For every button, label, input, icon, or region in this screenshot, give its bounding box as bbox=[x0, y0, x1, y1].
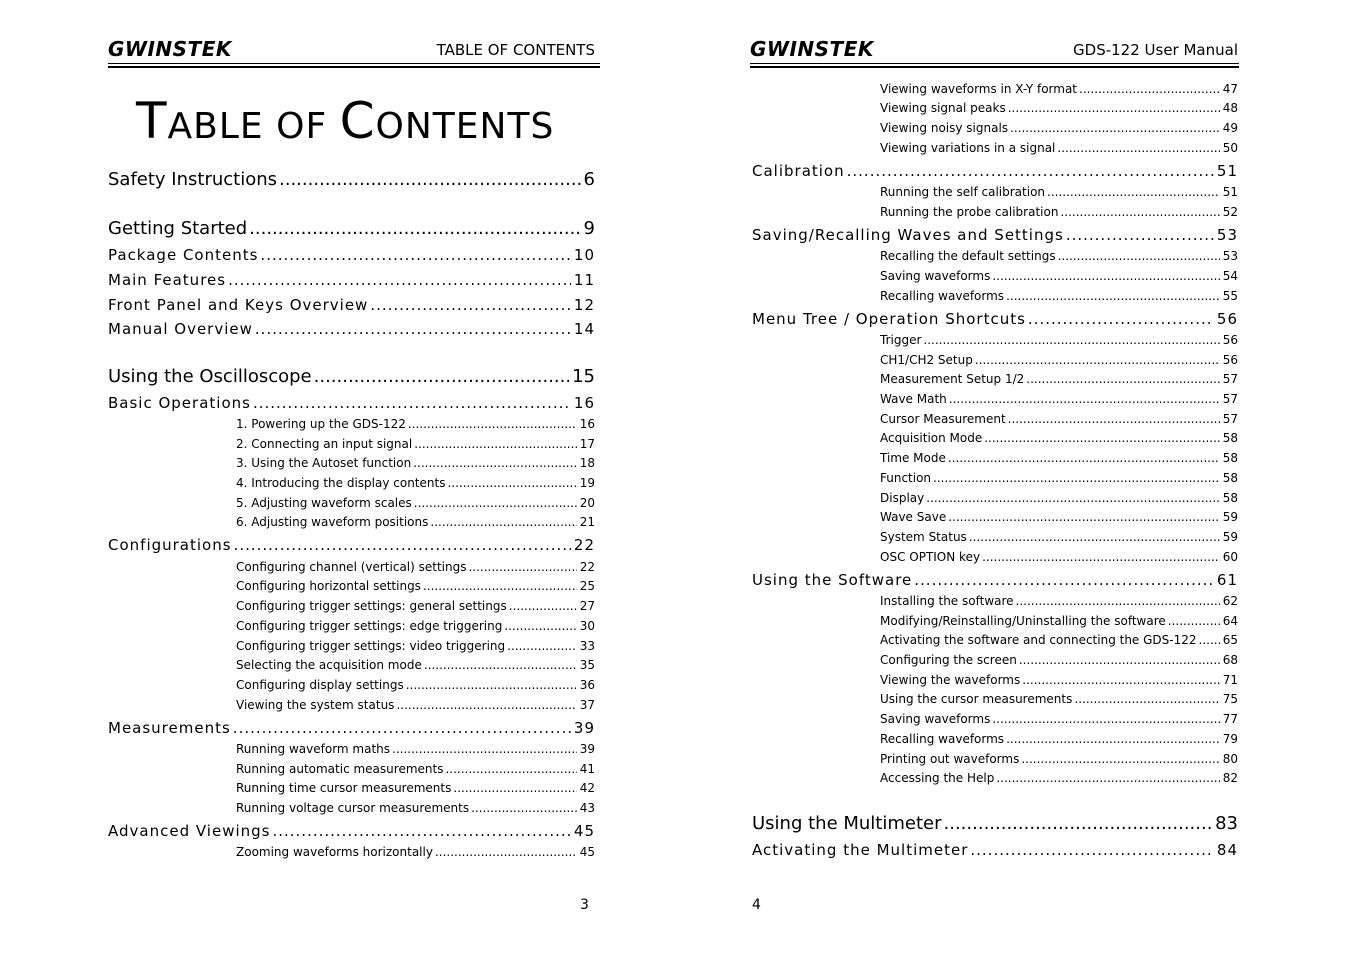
toc-entry bbox=[880, 141, 1238, 155]
toc-entry-title: Cursor Measurement bbox=[880, 412, 1006, 426]
toc-entry-title: Running automatic measurements bbox=[236, 762, 444, 776]
toc-entry-title: Viewing the system status bbox=[236, 698, 395, 712]
toc-entry-page: 49 bbox=[1222, 121, 1238, 135]
toc-leader-dots bbox=[509, 599, 577, 613]
toc-leader-dots bbox=[949, 392, 1220, 406]
toc-leader-dots bbox=[992, 269, 1219, 283]
toc-leader-dots bbox=[255, 320, 571, 338]
toc-entry bbox=[880, 530, 1238, 544]
toc-entry bbox=[880, 471, 1238, 485]
toc-entry-title: Viewing waveforms in X-Y format bbox=[880, 82, 1078, 96]
toc-entry-title: Viewing variations in a signal bbox=[880, 141, 1056, 155]
toc-entry bbox=[880, 372, 1238, 386]
toc-leader-dots bbox=[396, 698, 576, 712]
toc-leader-dots bbox=[1008, 101, 1220, 115]
toc-entry-title: 1. Powering up the GDS-122 bbox=[236, 417, 406, 431]
toc-entry-page: 21 bbox=[579, 515, 595, 529]
toc-entry-title: Using the Software bbox=[752, 571, 913, 589]
toc-entry-page: 58 bbox=[1222, 471, 1238, 485]
toc-entry bbox=[880, 249, 1238, 263]
toc-entry-page: 25 bbox=[579, 579, 595, 593]
toc-entry-title: Saving waveforms bbox=[880, 712, 991, 726]
toc-leader-dots bbox=[435, 845, 577, 859]
toc-leader-dots bbox=[1066, 226, 1214, 244]
toc-leader-dots bbox=[926, 491, 1219, 505]
toc-entry-page: 60 bbox=[1222, 550, 1238, 564]
toc-entry bbox=[236, 742, 595, 756]
toc-leader-dots bbox=[314, 366, 569, 387]
toc-entry-page: 9 bbox=[583, 218, 595, 239]
toc-leader-dots bbox=[430, 515, 576, 529]
toc-entry bbox=[880, 431, 1238, 445]
toc-entry-page: 54 bbox=[1222, 269, 1238, 283]
toc-entry-page: 47 bbox=[1222, 82, 1238, 96]
toc-entry-page: 80 bbox=[1222, 752, 1238, 766]
toc-leader-dots bbox=[370, 296, 571, 314]
toc-entry bbox=[236, 560, 595, 574]
running-header: TABLE OF CONTENTS bbox=[436, 41, 595, 59]
toc-entry-title: Viewing the waveforms bbox=[880, 673, 1021, 687]
toc-leader-dots bbox=[933, 471, 1220, 485]
toc-leader-dots bbox=[1199, 633, 1220, 647]
toc-entry bbox=[108, 169, 595, 190]
toc-entry bbox=[108, 296, 595, 314]
toc-entry-page: 61 bbox=[1216, 571, 1238, 589]
toc-leader-dots bbox=[970, 841, 1214, 859]
toc-leader-dots bbox=[233, 719, 571, 737]
toc-entry bbox=[880, 412, 1238, 426]
toc-leader-dots bbox=[948, 510, 1220, 524]
gwinstek-logo: GWINSTEK bbox=[750, 37, 874, 61]
toc-entry-page: 56 bbox=[1222, 353, 1238, 367]
toc-entry-title: 5. Adjusting waveform scales bbox=[236, 496, 412, 510]
toc-list-left bbox=[0, 0, 675, 900]
toc-leader-dots bbox=[969, 530, 1220, 544]
toc-entry-page: 39 bbox=[573, 719, 595, 737]
toc-entry bbox=[880, 289, 1238, 303]
toc-entry bbox=[236, 476, 595, 490]
toc-entry-title: Safety Instructions bbox=[108, 169, 278, 190]
toc-leader-dots bbox=[1047, 185, 1220, 199]
toc-entry bbox=[880, 333, 1238, 347]
toc-entry-title: Configurations bbox=[108, 536, 232, 554]
toc-leader-dots bbox=[1028, 310, 1214, 328]
toc-entry-page: 30 bbox=[579, 619, 595, 633]
toc-entry bbox=[752, 571, 1238, 589]
toc-leader-dots bbox=[982, 550, 1220, 564]
right-page bbox=[675, 0, 1350, 954]
toc-entry-title: Calibration bbox=[752, 162, 845, 180]
toc-leader-dots bbox=[1006, 732, 1220, 746]
toc-entry-page: 71 bbox=[1222, 673, 1238, 687]
toc-leader-dots bbox=[1022, 673, 1219, 687]
toc-entry bbox=[236, 678, 595, 692]
toc-entry-page: 64 bbox=[1222, 614, 1238, 628]
running-header: GDS-122 User Manual bbox=[1073, 41, 1238, 59]
toc-entry-title: Configuring trigger settings: general settings bbox=[236, 599, 507, 613]
toc-entry-title: Getting Started bbox=[108, 218, 248, 239]
toc-entry bbox=[236, 801, 595, 815]
toc-leader-dots bbox=[408, 417, 577, 431]
toc-entry-page: 36 bbox=[579, 678, 595, 692]
toc-leader-dots bbox=[1168, 614, 1220, 628]
toc-entry-title: Manual Overview bbox=[108, 320, 253, 338]
toc-leader-dots bbox=[406, 678, 577, 692]
toc-entry-page: 55 bbox=[1222, 289, 1238, 303]
toc-entry bbox=[108, 536, 595, 554]
toc-leader-dots bbox=[1006, 289, 1220, 303]
gwinstek-logo: GWINSTEK bbox=[108, 37, 232, 61]
toc-leader-dots bbox=[992, 712, 1219, 726]
toc-entry bbox=[108, 271, 595, 289]
toc-leader-dots bbox=[507, 639, 577, 653]
toc-leader-dots bbox=[228, 271, 571, 289]
toc-entry-page: 14 bbox=[573, 320, 595, 338]
toc-entry-page: 37 bbox=[579, 698, 595, 712]
toc-leader-dots bbox=[847, 162, 1214, 180]
toc-entry bbox=[752, 162, 1238, 180]
toc-entry bbox=[880, 692, 1238, 706]
toc-entry-page: 17 bbox=[579, 437, 595, 451]
toc-entry-title: Running waveform maths bbox=[236, 742, 391, 756]
toc-entry-page: 59 bbox=[1222, 510, 1238, 524]
toc-entry-title: Recalling the default settings bbox=[880, 249, 1056, 263]
toc-leader-dots bbox=[1016, 594, 1220, 608]
toc-entry bbox=[236, 845, 595, 859]
toc-entry-title: 2. Connecting an input signal bbox=[236, 437, 413, 451]
toc-entry-page: 11 bbox=[573, 271, 595, 289]
toc-entry-page: 51 bbox=[1222, 185, 1238, 199]
toc-entry bbox=[880, 185, 1238, 199]
toc-leader-dots bbox=[1010, 121, 1220, 135]
toc-leader-dots bbox=[1058, 249, 1220, 263]
toc-entry-title: Recalling waveforms bbox=[880, 732, 1005, 746]
toc-entry-page: 53 bbox=[1216, 226, 1238, 244]
toc-entry-title: Activating the software and connecting the GDS-122 bbox=[880, 633, 1197, 647]
toc-entry bbox=[880, 491, 1238, 505]
toc-entry bbox=[236, 639, 595, 653]
toc-leader-dots bbox=[923, 333, 1219, 347]
toc-entry-page: 84 bbox=[1216, 841, 1238, 859]
toc-entry-title: Accessing the Help bbox=[880, 771, 995, 785]
toc-entry-page: 50 bbox=[1222, 141, 1238, 155]
toc-leader-dots bbox=[996, 771, 1219, 785]
toc-entry-page: 16 bbox=[573, 394, 595, 412]
toc-entry-title: Configuring display settings bbox=[236, 678, 404, 692]
page-number: 4 bbox=[752, 897, 761, 913]
toc-leader-dots bbox=[1074, 692, 1219, 706]
toc-entry bbox=[236, 496, 595, 510]
toc-entry bbox=[108, 366, 595, 387]
toc-entry bbox=[108, 218, 595, 239]
toc-entry-title: Basic Operations bbox=[108, 394, 251, 412]
toc-leader-dots bbox=[468, 560, 576, 574]
toc-entry-title: Selecting the acquisition mode bbox=[236, 658, 422, 672]
toc-entry bbox=[880, 752, 1238, 766]
toc-entry-page: 16 bbox=[579, 417, 595, 431]
toc-entry-page: 59 bbox=[1222, 530, 1238, 544]
toc-entry-title: Running voltage cursor measurements bbox=[236, 801, 470, 815]
toc-entry-page: 22 bbox=[573, 536, 595, 554]
toc-entry-page: 52 bbox=[1222, 205, 1238, 219]
toc-entry bbox=[108, 320, 595, 338]
toc-leader-dots bbox=[471, 801, 577, 815]
toc-entry-page: 19 bbox=[579, 476, 595, 490]
toc-entry-page: 27 bbox=[579, 599, 595, 613]
toc-entry-title: Configuring trigger settings: video triggering bbox=[236, 639, 506, 653]
toc-leader-dots bbox=[1008, 412, 1220, 426]
toc-entry-title: Modifying/Reinstalling/Uninstalling the software bbox=[880, 614, 1166, 628]
toc-leader-dots bbox=[392, 742, 577, 756]
toc-leader-dots bbox=[504, 619, 576, 633]
toc-leader-dots bbox=[249, 218, 580, 239]
toc-entry bbox=[752, 310, 1238, 328]
toc-entry bbox=[236, 619, 595, 633]
toc-entry bbox=[880, 510, 1238, 524]
toc-entry bbox=[108, 394, 595, 412]
toc-entry bbox=[236, 456, 595, 470]
toc-entry-page: 83 bbox=[1215, 813, 1238, 834]
toc-entry-page: 6 bbox=[583, 169, 595, 190]
page-title: TABLE OF CONTENTS bbox=[136, 92, 555, 150]
toc-entry-title: Front Panel and Keys Overview bbox=[108, 296, 369, 314]
toc-entry bbox=[108, 246, 595, 264]
toc-entry-page: 20 bbox=[579, 496, 595, 510]
toc-entry bbox=[880, 82, 1238, 96]
toc-entry-title: Package Contents bbox=[108, 246, 259, 264]
toc-entry-title: Main Features bbox=[108, 271, 227, 289]
toc-entry-title: Using the cursor measurements bbox=[880, 692, 1073, 706]
toc-entry-page: 51 bbox=[1216, 162, 1238, 180]
toc-entry bbox=[880, 771, 1238, 785]
toc-entry bbox=[880, 353, 1238, 367]
toc-entry-page: 56 bbox=[1216, 310, 1238, 328]
toc-entry-title: CH1/CH2 Setup bbox=[880, 353, 973, 367]
toc-leader-dots bbox=[423, 579, 577, 593]
toc-leader-dots bbox=[272, 822, 570, 840]
toc-entry-page: 57 bbox=[1222, 372, 1238, 386]
toc-entry-page: 15 bbox=[572, 366, 595, 387]
toc-entry-title: Configuring the screen bbox=[880, 653, 1017, 667]
toc-entry-page: 42 bbox=[579, 781, 595, 795]
toc-leader-dots bbox=[1057, 141, 1219, 155]
toc-entry-title: Viewing signal peaks bbox=[880, 101, 1006, 115]
toc-entry-page: 12 bbox=[573, 296, 595, 314]
toc-entry-page: 48 bbox=[1222, 101, 1238, 115]
toc-leader-dots bbox=[975, 353, 1220, 367]
toc-leader-dots bbox=[424, 658, 577, 672]
toc-entry-page: 58 bbox=[1222, 491, 1238, 505]
toc-entry-page: 33 bbox=[579, 639, 595, 653]
toc-entry bbox=[880, 732, 1238, 746]
toc-leader-dots bbox=[948, 451, 1220, 465]
toc-entry-page: 45 bbox=[579, 845, 595, 859]
toc-entry-page: 65 bbox=[1222, 633, 1238, 647]
toc-entry-title: Saving waveforms bbox=[880, 269, 991, 283]
toc-entry-page: 82 bbox=[1222, 771, 1238, 785]
toc-entry-title: 6. Adjusting waveform positions bbox=[236, 515, 429, 529]
toc-entry bbox=[236, 417, 595, 431]
toc-entry bbox=[880, 121, 1238, 135]
toc-entry-title: Wave Math bbox=[880, 392, 947, 406]
toc-entry bbox=[880, 451, 1238, 465]
toc-entry bbox=[752, 813, 1238, 834]
toc-leader-dots bbox=[234, 536, 571, 554]
toc-entry-title: Configuring horizontal settings bbox=[236, 579, 421, 593]
toc-entry bbox=[880, 594, 1238, 608]
toc-entry-page: 75 bbox=[1222, 692, 1238, 706]
toc-leader-dots bbox=[453, 781, 576, 795]
toc-entry bbox=[236, 658, 595, 672]
toc-entry-title: Trigger bbox=[880, 333, 922, 347]
toc-leader-dots bbox=[253, 394, 571, 412]
toc-entry bbox=[236, 599, 595, 613]
toc-leader-dots bbox=[445, 762, 576, 776]
toc-entry bbox=[880, 653, 1238, 667]
toc-entry-title: Acquisition Mode bbox=[880, 431, 983, 445]
toc-entry-page: 58 bbox=[1222, 451, 1238, 465]
toc-entry-title: Printing out waveforms bbox=[880, 752, 1020, 766]
page-number: 3 bbox=[580, 897, 589, 913]
toc-entry-title: Menu Tree / Operation Shortcuts bbox=[752, 310, 1026, 328]
toc-entry bbox=[108, 822, 595, 840]
toc-entry bbox=[880, 101, 1238, 115]
toc-entry-title: 4. Introducing the display contents bbox=[236, 476, 446, 490]
toc-entry-page: 79 bbox=[1222, 732, 1238, 746]
toc-leader-dots bbox=[413, 456, 577, 470]
toc-entry-title: Measurement Setup 1/2 bbox=[880, 372, 1025, 386]
toc-entry-page: 77 bbox=[1222, 712, 1238, 726]
toc-entry-page: 57 bbox=[1222, 392, 1238, 406]
toc-entry-page: 68 bbox=[1222, 653, 1238, 667]
toc-entry-title: Zooming waveforms horizontally bbox=[236, 845, 433, 859]
toc-entry bbox=[236, 437, 595, 451]
toc-entry-page: 57 bbox=[1222, 412, 1238, 426]
toc-entry bbox=[236, 579, 595, 593]
toc-leader-dots bbox=[944, 813, 1213, 834]
toc-entry bbox=[236, 762, 595, 776]
toc-entry-title: Viewing noisy signals bbox=[880, 121, 1009, 135]
toc-entry-title: System Status bbox=[880, 530, 967, 544]
toc-leader-dots bbox=[414, 496, 577, 510]
toc-entry bbox=[752, 226, 1238, 244]
toc-leader-dots bbox=[1019, 653, 1220, 667]
toc-entry bbox=[880, 205, 1238, 219]
toc-entry-page: 35 bbox=[579, 658, 595, 672]
toc-leader-dots bbox=[984, 431, 1219, 445]
toc-entry-title: Configuring trigger settings: edge triggering bbox=[236, 619, 503, 633]
toc-entry-title: Saving/Recalling Waves and Settings bbox=[752, 226, 1064, 244]
toc-entry-title: Running the probe calibration bbox=[880, 205, 1059, 219]
toc-entry bbox=[880, 550, 1238, 564]
toc-entry-page: 43 bbox=[579, 801, 595, 815]
toc-entry-page: 22 bbox=[579, 560, 595, 574]
toc-entry-title: 3. Using the Autoset function bbox=[236, 456, 412, 470]
toc-entry-title: Function bbox=[880, 471, 932, 485]
toc-entry bbox=[236, 515, 595, 529]
toc-entry-title: Running time cursor measurements bbox=[236, 781, 452, 795]
toc-entry bbox=[880, 712, 1238, 726]
toc-leader-dots bbox=[1079, 82, 1220, 96]
toc-entry bbox=[880, 392, 1238, 406]
toc-entry-title: Running the self calibration bbox=[880, 185, 1046, 199]
toc-leader-dots bbox=[260, 246, 570, 264]
toc-entry bbox=[108, 719, 595, 737]
toc-entry bbox=[236, 781, 595, 795]
toc-entry-title: Time Mode bbox=[880, 451, 946, 465]
toc-entry-page: 58 bbox=[1222, 431, 1238, 445]
toc-entry-page: 53 bbox=[1222, 249, 1238, 263]
toc-list-right bbox=[675, 0, 1350, 900]
toc-entry-page: 56 bbox=[1222, 333, 1238, 347]
toc-leader-dots bbox=[279, 169, 581, 190]
toc-leader-dots bbox=[1060, 205, 1219, 219]
toc-leader-dots bbox=[914, 571, 1214, 589]
toc-entry-title: Installing the software bbox=[880, 594, 1014, 608]
toc-entry-page: 18 bbox=[579, 456, 595, 470]
toc-entry-title: Advanced Viewings bbox=[108, 822, 271, 840]
toc-entry-title: Measurements bbox=[108, 719, 231, 737]
toc-entry bbox=[752, 841, 1238, 859]
toc-entry-title: OSC OPTION key bbox=[880, 550, 981, 564]
toc-entry-title: Using the Oscilloscope bbox=[108, 366, 312, 387]
toc-entry-title: Activating the Multimeter bbox=[752, 841, 969, 859]
toc-entry-title: Configuring channel (vertical) settings bbox=[236, 560, 467, 574]
toc-entry bbox=[880, 633, 1238, 647]
toc-entry-page: 10 bbox=[573, 246, 595, 264]
toc-entry-title: Display bbox=[880, 491, 925, 505]
toc-entry bbox=[236, 698, 595, 712]
toc-leader-dots bbox=[1026, 372, 1219, 386]
toc-entry-title: Wave Save bbox=[880, 510, 947, 524]
toc-entry-page: 39 bbox=[579, 742, 595, 756]
toc-leader-dots bbox=[1021, 752, 1219, 766]
toc-entry bbox=[880, 673, 1238, 687]
toc-entry-title: Recalling waveforms bbox=[880, 289, 1005, 303]
toc-entry-title: Using the Multimeter bbox=[752, 813, 942, 834]
toc-entry-page: 62 bbox=[1222, 594, 1238, 608]
toc-entry bbox=[880, 269, 1238, 283]
toc-leader-dots bbox=[447, 476, 576, 490]
toc-entry bbox=[880, 614, 1238, 628]
toc-leader-dots bbox=[414, 437, 577, 451]
toc-entry-page: 41 bbox=[579, 762, 595, 776]
toc-entry-page: 45 bbox=[573, 822, 595, 840]
